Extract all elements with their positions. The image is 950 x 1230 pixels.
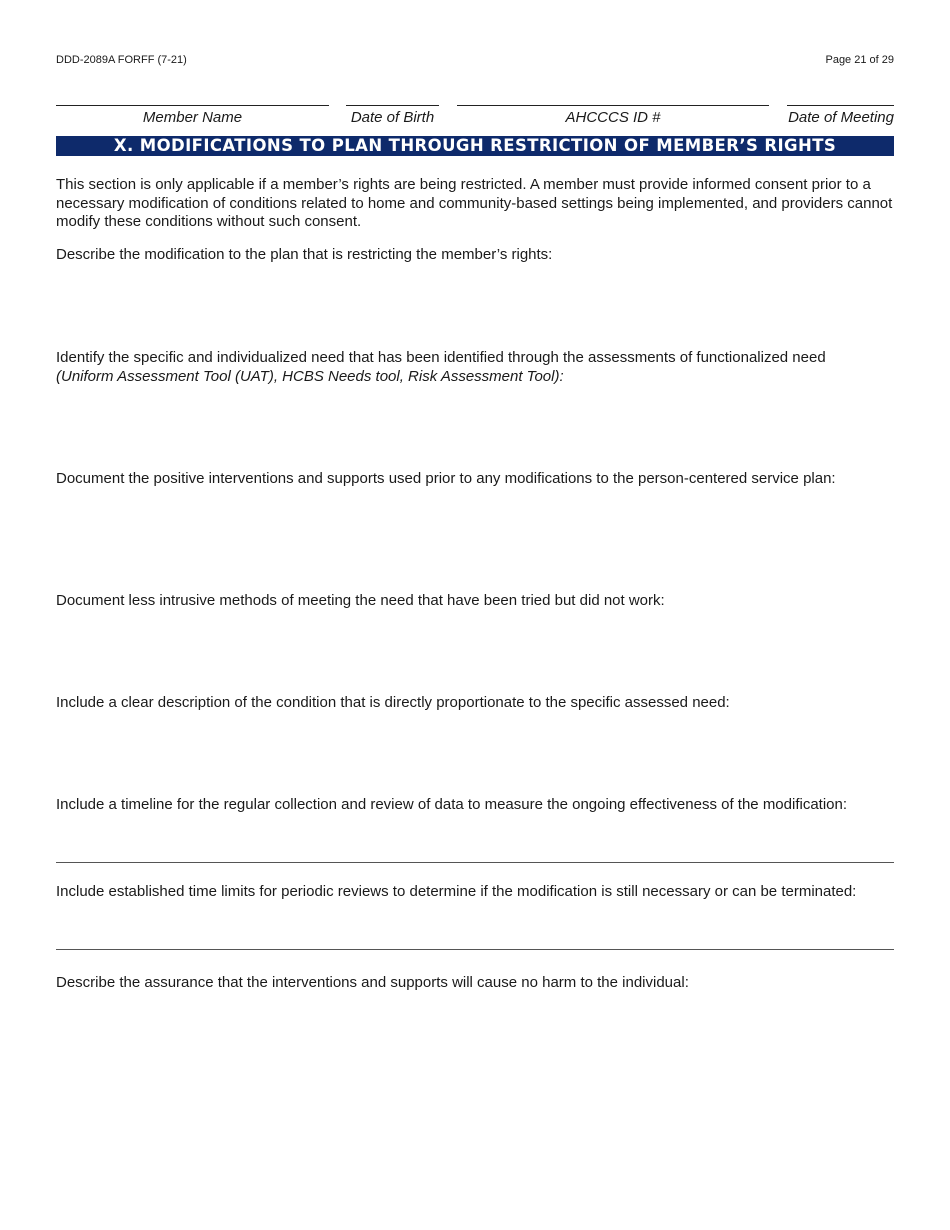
positive-interventions-field[interactable] <box>56 510 894 590</box>
date-of-meeting-line[interactable] <box>787 105 894 106</box>
section-intro: This section is only applicable if a member’s rights are being restricted. A member must provide informed consent prior to a necessary modification of conditions related to home and community-based settings being implemented, and providers cannot modify these conditions without such consent. <box>56 176 893 230</box>
member-name-label: Member Name <box>142 109 243 126</box>
condition-description-prompt: Include a clear description of the condition that is directly proportionate to the specific assessed need: <box>56 694 730 711</box>
ahcccs-id-label: AHCCCS ID # <box>565 109 661 126</box>
describe-modification-prompt: Describe the modification to the plan that is restricting the member’s rights: <box>56 246 553 263</box>
identify-need-field[interactable] <box>56 390 894 468</box>
time-limits-answer-line[interactable] <box>56 949 894 950</box>
identify-need-prompt <box>56 349 898 386</box>
positive-interventions-prompt: Document the positive interventions and supports used prior to any modifications to the person-centered service plan: <box>56 470 836 487</box>
less-intrusive-field[interactable] <box>56 612 894 692</box>
describe-modification-field[interactable] <box>56 266 894 346</box>
timeline-answer-line[interactable] <box>56 862 894 863</box>
no-harm-prompt: Describe the assurance that the interventions and supports will cause no harm to the individual: <box>56 974 689 991</box>
time-limits-prompt: Include established time limits for periodic reviews to determine if the modification is still necessary or can be terminated: <box>56 883 857 900</box>
date-of-birth-line[interactable] <box>346 105 439 106</box>
identify-need-tools-text: (Uniform Assessment Tool (UAT), HCBS Needs tool, Risk Assessment Tool): <box>56 367 564 385</box>
member-name-line[interactable] <box>56 105 329 106</box>
page-number: Page 21 of 29 <box>825 54 894 66</box>
form-id: DDD-2089A FORFF (7-21) <box>56 54 187 66</box>
date-of-meeting-label: Date of Meeting <box>788 109 894 126</box>
condition-description-field[interactable] <box>56 714 894 794</box>
identify-need-text: Identify the specific and individualized need that has been identified through the assessments of functionalized need <box>56 349 826 366</box>
section-title-banner: X. MODIFICATIONS TO PLAN THROUGH RESTRICTION OF MEMBER’S RIGHTS <box>56 136 894 156</box>
date-of-birth-label: Date of Birth <box>350 109 435 126</box>
no-harm-field[interactable] <box>56 996 894 1176</box>
ahcccs-id-line[interactable] <box>457 105 769 106</box>
less-intrusive-prompt: Document less intrusive methods of meeting the need that have been tried but did not work: <box>56 592 665 609</box>
timeline-prompt: Include a timeline for the regular collection and review of data to measure the ongoing effectiveness of the modification: <box>56 796 848 813</box>
